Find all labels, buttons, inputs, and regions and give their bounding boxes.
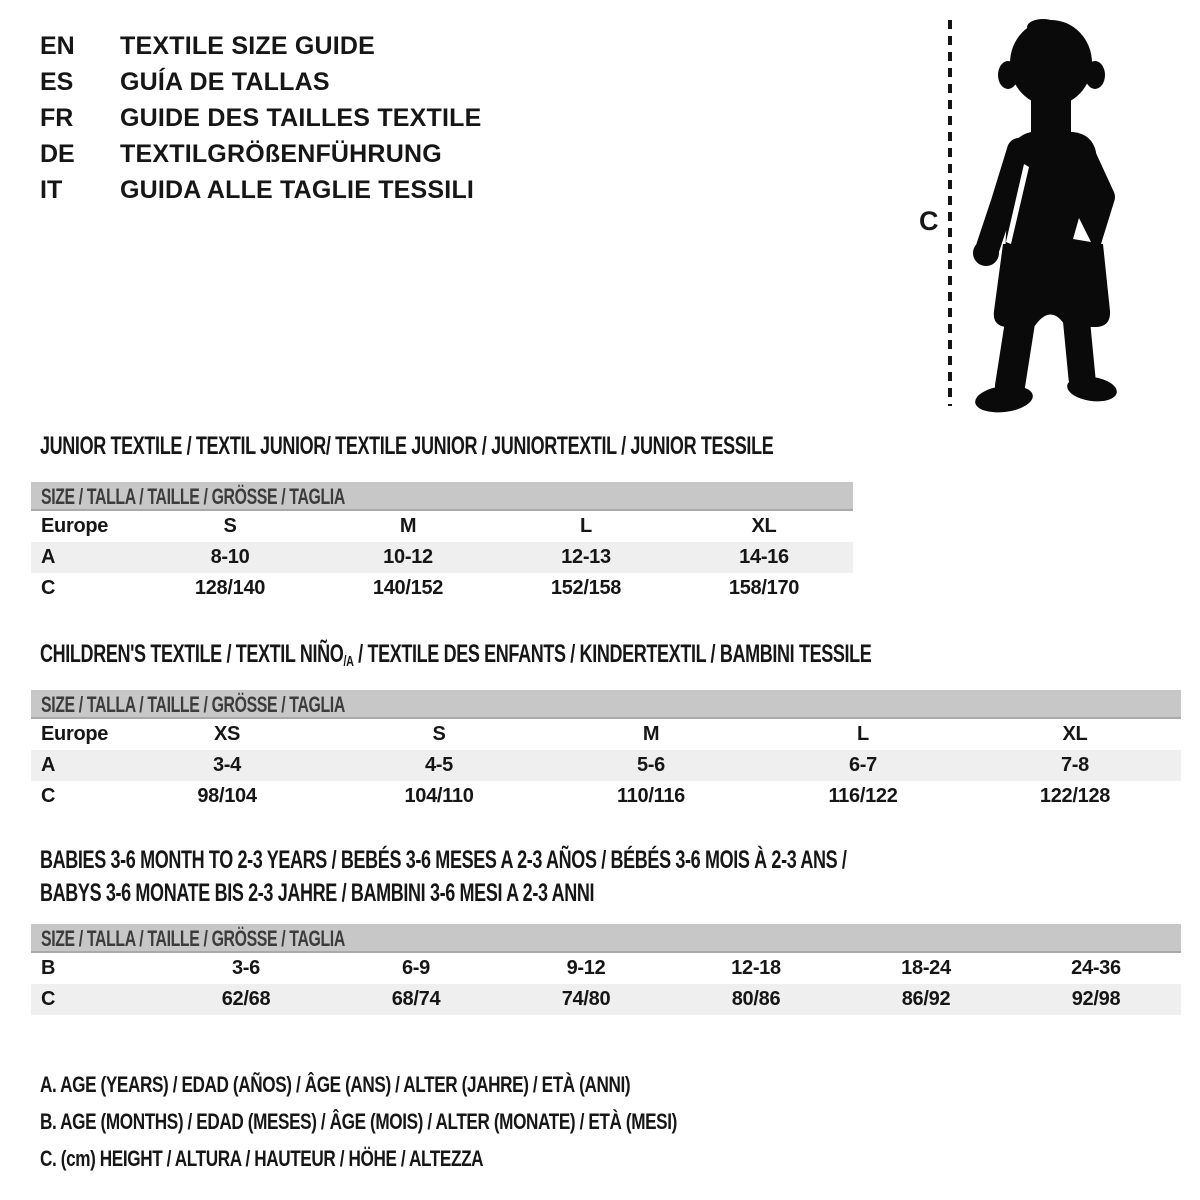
size-cell: 12-18 [731,957,781,979]
language-title-list [40,28,482,208]
row-label: C [41,577,56,599]
lang-title: TEXTILGRÖßENFÜHRUNG [120,140,442,168]
size-cell: 158/170 [728,577,800,599]
height-measure-dashed-line [948,20,952,406]
title-line: BABIES 3-6 MONTH TO 2-3 YEARS / BEBÉS 3-6 MESES A 2-3 AÑOS / BÉBÉS 3-6 MOIS À 2-3 ANS / [40,846,847,874]
size-cell: 5-6 [636,754,665,776]
legend-text: A. AGE (YEARS) / EDAD (AÑOS) / ÂGE (ANS) / ALTER (JAHRE) / ETÀ (ANNI) [40,1072,631,1097]
table-row [31,573,853,604]
title-part: CHILDREN'S TEXTILE / TEXTIL NIÑO [40,640,344,668]
size-table-babies [31,924,1181,1015]
size-cell: M [399,515,417,537]
size-cell: 9-12 [566,957,606,979]
size-cell: 92/98 [1071,988,1121,1010]
size-cell: L [857,723,869,745]
size-cell: 110/116 [617,785,685,807]
size-header-text: SIZE / TALLA / TAILLE / GRÖSSE / TAGLIA [41,484,345,509]
size-cell: 80/86 [731,988,781,1010]
size-cell: 10-12 [383,546,433,568]
row-label: C [41,785,56,807]
lang-code: IT [40,176,63,204]
lang-code: EN [40,32,75,60]
size-cell: 104/110 [404,785,474,807]
table-row [31,781,1181,812]
size-cell: 8-10 [210,546,250,568]
table-row [31,542,853,573]
size-cell: L [580,515,592,537]
size-table-junior [31,482,853,604]
size-cell: XL [751,515,777,537]
row-label: B [41,957,56,979]
baby-silhouette-icon [963,18,1135,418]
size-table [31,719,1181,812]
title-part: / TEXTILE DES ENFANTS / KINDERTEXTIL / BAMBINI TESSILE [353,640,872,668]
size-cell: 152/158 [550,577,622,599]
height-measure-label: C [919,206,939,236]
size-cell: 18-24 [901,957,951,979]
size-header-text: SIZE / TALLA / TAILLE / GRÖSSE / TAGLIA [41,926,345,951]
size-cell: 3-6 [231,957,260,979]
size-header-bar [31,924,1181,953]
size-table [31,953,1181,1015]
lang-code: ES [40,68,74,96]
size-cell: 86/92 [901,988,951,1010]
legend-line-c [40,1140,857,1177]
size-cell: 6-9 [401,957,430,979]
size-header-bar [31,690,1181,719]
size-cell: XL [1062,723,1088,745]
legend-text: B. AGE (MONTHS) / EDAD (MESES) / ÂGE (MOIS) / ALTER (MONATE) / ETÀ (MESI) [40,1109,677,1134]
height-measure-figure [900,0,1160,430]
legend-text: C. (cm) HEIGHT / ALTURA / HAUTEUR / HÖHE / ALTEZZA [40,1146,484,1171]
section-title-babies [40,844,1160,910]
lang-code: DE [40,140,75,168]
section-title-children [40,640,1195,676]
size-cell: 74/80 [561,988,611,1010]
section-title-junior [40,432,1059,460]
size-cell: XS [213,723,241,745]
section-title-text: JUNIOR TEXTILE / TEXTIL JUNIOR/ TEXTILE JUNIOR / JUNIORTEXTIL / JUNIOR TESSILE [40,432,774,460]
lang-title: GUIDA ALLE TAGLIE TESSILI [120,176,475,204]
table-row [31,984,1181,1015]
title-subscript: /A [343,653,354,670]
row-label: A [41,546,56,568]
size-cell: 68/74 [391,988,441,1010]
row-label: A [41,754,56,776]
size-header-bar [31,482,853,511]
size-cell: 24-36 [1071,957,1121,979]
table-row [31,719,1181,750]
size-table-children [31,690,1181,812]
size-cell: 122/128 [1039,785,1111,807]
table-row [31,953,1181,984]
size-cell: S [223,515,237,537]
size-table [31,511,853,604]
size-cell: 3-4 [212,754,241,776]
size-cell: 140/152 [372,577,444,599]
size-cell: 12-13 [561,546,611,568]
size-cell: S [432,723,446,745]
legend-line-a [40,1066,857,1103]
row-label: Europe [41,515,109,537]
legend-line-b [40,1103,857,1140]
size-cell: 6-7 [848,754,877,776]
row-label: C [41,988,56,1010]
size-cell: 4-5 [424,754,453,776]
size-cell: 98/104 [197,785,257,807]
section-title-text [40,640,871,676]
size-cell: 116/122 [828,785,898,807]
table-row [31,750,1181,781]
legend [40,1066,857,1177]
row-label: Europe [41,723,109,745]
lang-code: FR [40,104,74,132]
size-cell: 62/68 [221,988,271,1010]
size-cell: 7-8 [1060,754,1089,776]
title-line: BABYS 3-6 MONATE BIS 2-3 JAHRE / BAMBINI 3-6 MESI A 2-3 ANNI [40,879,595,907]
size-cell: 14-16 [739,546,789,568]
size-header-text: SIZE / TALLA / TAILLE / GRÖSSE / TAGLIA [41,692,345,717]
size-cell: 128/140 [194,577,266,599]
table-row [31,511,853,542]
lang-title: GUÍA DE TALLAS [120,68,330,96]
lang-title: GUIDE DES TAILLES TEXTILE [120,104,482,132]
size-cell: M [642,723,660,745]
lang-title: TEXTILE SIZE GUIDE [120,32,376,60]
